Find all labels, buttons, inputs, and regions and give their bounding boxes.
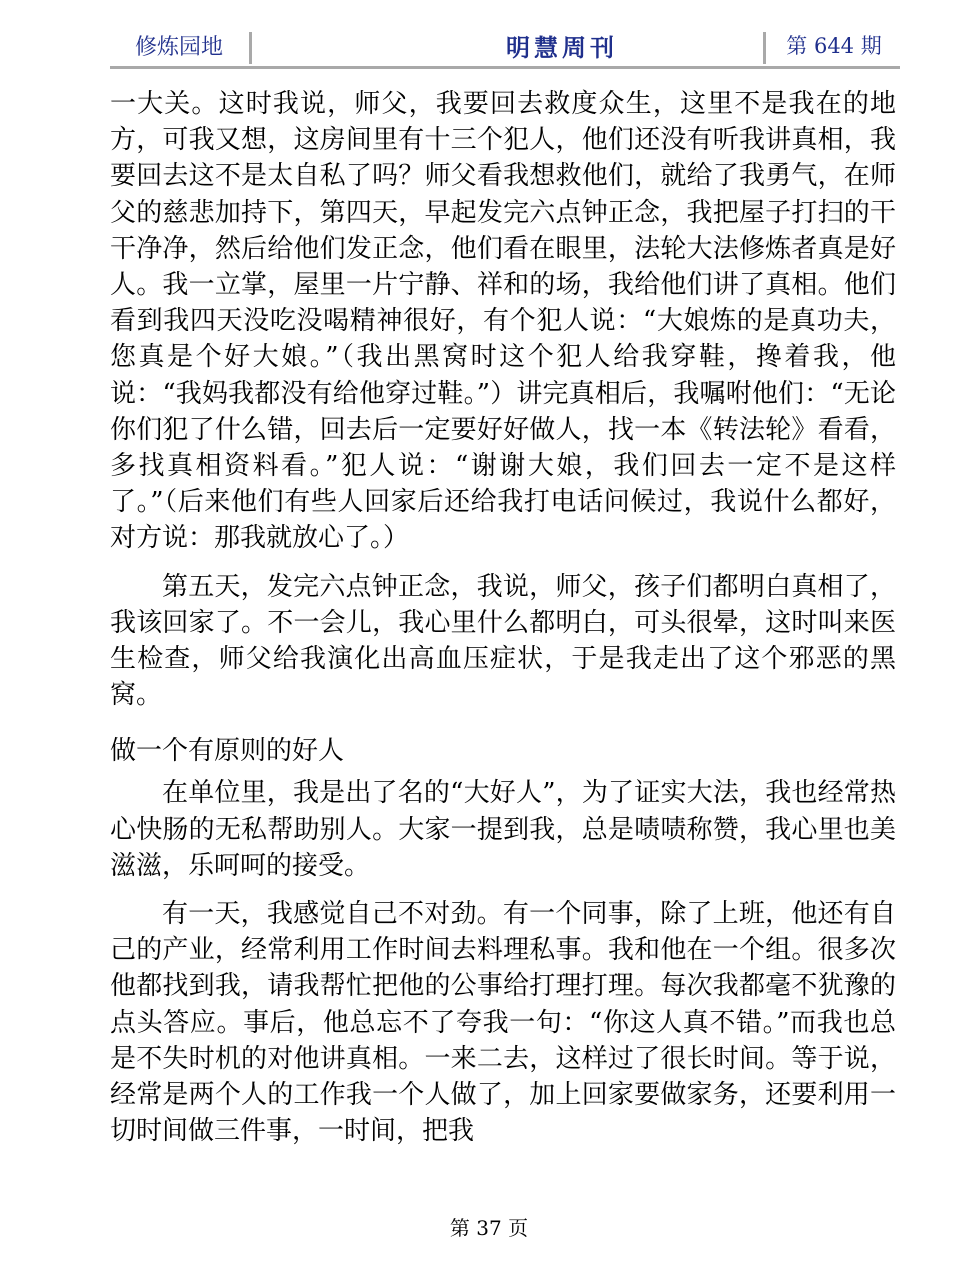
- header-divider-right: [763, 32, 766, 64]
- paragraph-4: 有一天，我感觉自己不对劲。有一个同事，除了上班，他还有自己的产业，经常利用工作时间去料理私事。我和他在一个组。很多次他都找到我，请我帮忙把他的公事给打理打理。每次我都毫不犹豫的点头答应。事后，他总忘不了夸我一句：“你这人真不错。”而我也总是不失时机的对他讲真相。一来二去，这样过了很长时间。等于说，经常是两个人的工作我一个人做了，加上回家要做家务，还要利用一切时间做三件事，一时间，把我: [110, 899, 896, 1147]
- section-label: 修炼园地: [134, 34, 223, 60]
- issue-number: 第 644 期: [786, 34, 882, 58]
- header-rule: [110, 66, 900, 69]
- page-header: [110, 26, 900, 66]
- header-divider-left: [249, 32, 252, 64]
- page-number: 第 37 页: [449, 1216, 529, 1240]
- paragraph-2: 第五天，发完六点钟正念，我说，师父，孩子们都明白真相了，我该回家了。不一会儿，我心里什么都明白，可头很晕，这时叫来医生检查，师父给我演化出高血压症状，于是我走出了这个邪恶的黑窝。: [110, 571, 896, 711]
- paragraph-3: 在单位里，我是出了名的“大好人”，为了证实大法，我也经常热心快肠的无私帮助别人。大家一提到我，总是啧啧称赞，我心里也美滋滋，乐呵呵的接受。: [110, 778, 896, 881]
- article-body: [110, 86, 896, 1149]
- section-heading: 做一个有原则的好人: [110, 736, 345, 767]
- publication-title: 明慧周刊: [506, 32, 618, 62]
- paragraph-1: 一大关。这时我说，师父，我要回去救度众生，这里不是我在的地方，可我又想，这房间里有十三个犯人，他们还没有听我讲真相，我要回去这不是太自私了吗？师父看我想救他们，就给了我勇气，在师父的慈悲加持下，第四天，早起发完六点钟正念，我把屋子打扫的干干净净，然后给他们发正念，他们看在眼里，法轮大法修炼者真是好人。我一立掌，屋里一片宁静、祥和的场，我给他们讲了真相。他们看到我四天没吃没喝精神很好，有个犯人说：“大娘炼的是真功夫，您真是个好大娘。”（我出黑窝时这个犯人给我穿鞋，搀着我，他说：“我妈我都没有给他穿过鞋。”）讲完真相后，我嘱咐他们：“无论你们犯了什么错，回去后一定要好好做人，找一本《转法轮》看看，多找真相资料看。”犯人说：“谢谢大娘，我们回去一定不是这样了。”（后来他们有些人回家后还给我打电话问候过，我说什么都好，对方说：那我就放心了。）: [110, 89, 896, 554]
